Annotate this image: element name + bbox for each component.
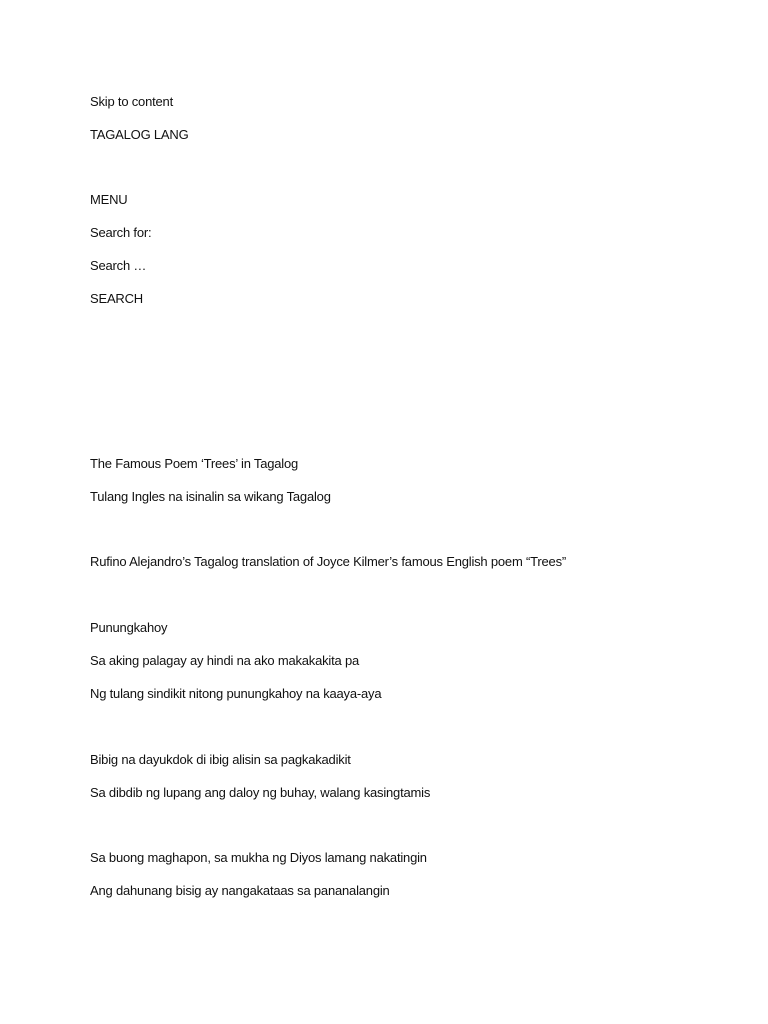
article-title: The Famous Poem ‘Trees’ in Tagalog	[90, 456, 299, 471]
poem-title: Punungkahoy	[90, 620, 168, 635]
article-subtitle: Tulang Ingles na isinalin sa wikang Tagalog	[90, 489, 331, 504]
search-button[interactable]: SEARCH	[90, 291, 143, 306]
poem-line: Sa buong maghapon, sa mukha ng Diyos lamang nakatingin	[90, 850, 427, 865]
menu-button[interactable]: MENU	[90, 192, 128, 207]
site-title[interactable]: TAGALOG LANG	[90, 127, 189, 142]
search-label: Search for:	[90, 225, 152, 240]
poem-line: Ng tulang sindikit nitong punungkahoy na kaaya-aya	[90, 686, 382, 701]
poem-line: Sa dibdib ng lupang ang daloy ng buhay, walang kasingtamis	[90, 785, 431, 800]
poem-line: Sa aking palagay ay hindi na ako makakakita pa	[90, 653, 360, 668]
poem-line: Ang dahunang bisig ay nangakataas sa pananalangin	[90, 883, 390, 898]
poem-line: Bibig na dayukdok di ibig alisin sa pagkakadikit	[90, 752, 351, 767]
skip-to-content-link[interactable]: Skip to content	[90, 94, 173, 109]
search-input[interactable]: Search …	[90, 258, 147, 273]
article-intro: Rufino Alejandro’s Tagalog translation of Joyce Kilmer’s famous English poem “Trees”	[90, 554, 567, 569]
